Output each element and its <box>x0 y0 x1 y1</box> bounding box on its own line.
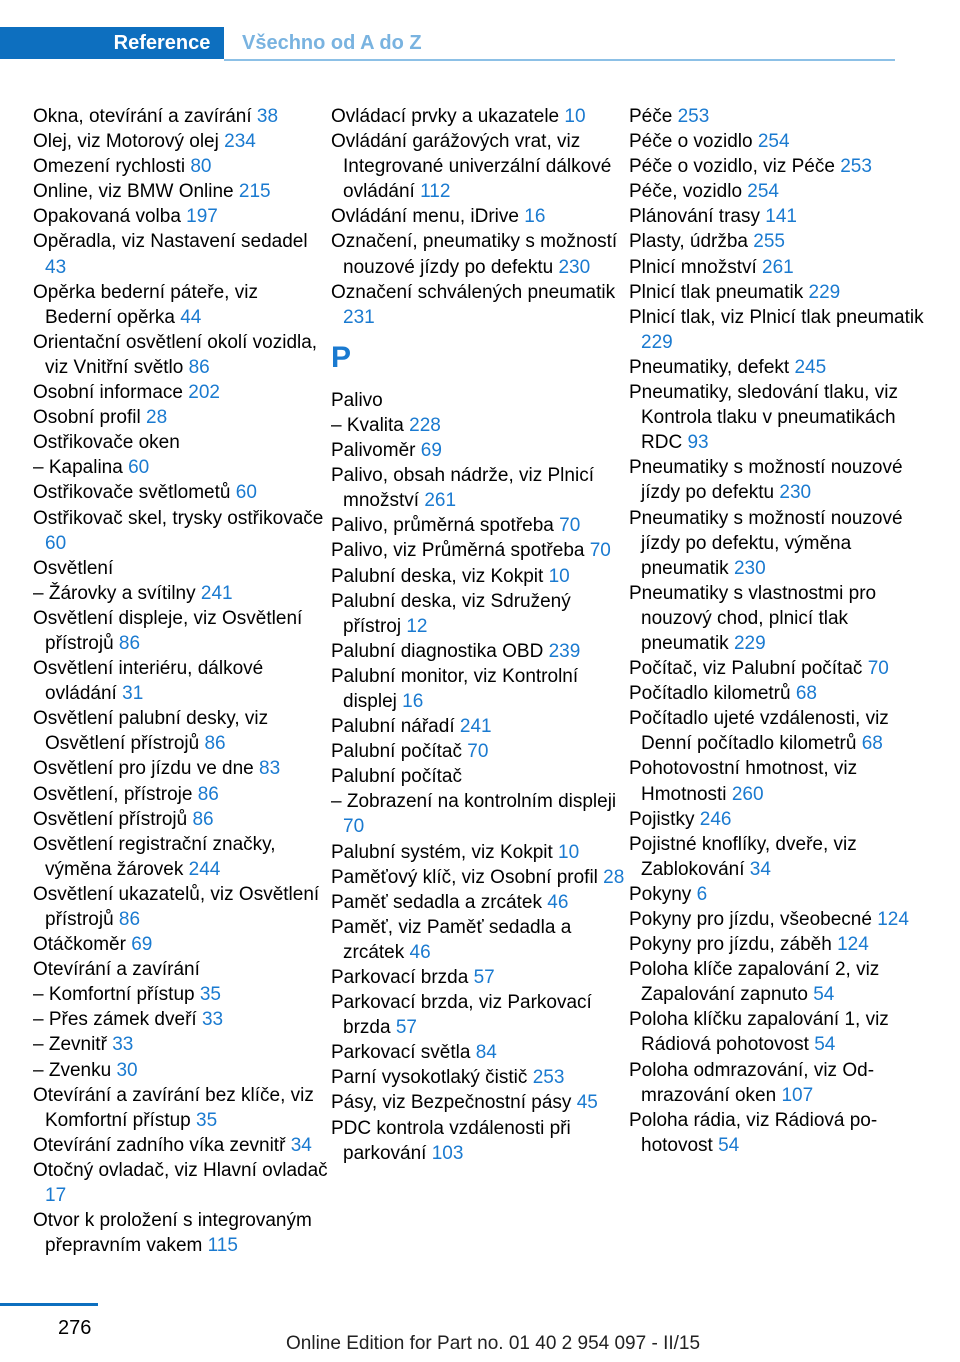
index-term: Parkovací světla <box>331 1042 471 1064</box>
index-term: Poloha odmrazování, viz Odmrazování oken <box>629 1059 875 1106</box>
page-reference-link[interactable]: 43 <box>45 256 67 278</box>
index-term: Ovládání menu, iDrive <box>331 206 519 228</box>
page-reference-link[interactable]: 57 <box>395 1017 417 1039</box>
index-term: – Zvenku <box>33 1059 112 1081</box>
page-reference-link[interactable]: 83 <box>259 758 281 780</box>
page-reference-link[interactable]: 228 <box>409 414 441 436</box>
index-term: Plnicí tlak pneumatik <box>629 281 804 303</box>
page-reference-link[interactable]: 34 <box>290 1134 312 1156</box>
page-reference-link[interactable]: 45 <box>576 1092 598 1114</box>
index-entry <box>33 606 329 656</box>
index-term: Ovládání garážových vrat, viz Integrované univerzální dálkové ovládání <box>331 131 612 203</box>
index-entry <box>629 581 925 656</box>
page-reference-link[interactable]: 86 <box>188 356 210 378</box>
page-reference-link[interactable]: 70 <box>467 741 489 763</box>
index-entry <box>331 764 627 789</box>
index-term: Paměť, viz Paměť sedadla a zrcátek <box>331 916 572 963</box>
page-reference-link[interactable]: 141 <box>765 206 797 228</box>
index-term: Poloha klíče zapalování 2, viz Zapalování zapnuto <box>629 959 880 1006</box>
page-reference-link[interactable]: 12 <box>406 615 428 637</box>
index-entry <box>629 104 925 129</box>
index-entry <box>33 204 329 229</box>
index-term: Opěrka bederní páteře, viz Bederní opěrka <box>33 281 258 328</box>
index-entry <box>331 564 627 589</box>
page-reference-link[interactable]: 69 <box>131 934 153 956</box>
index-entry <box>33 179 329 204</box>
index-entry <box>331 438 627 463</box>
index-term: Palubní počítač <box>331 766 462 788</box>
index-entry <box>629 932 925 957</box>
index-entry <box>33 380 329 405</box>
page-reference-link[interactable]: 16 <box>402 690 424 712</box>
page-reference-link[interactable]: 197 <box>186 206 218 228</box>
index-term: Ostřikovače světlometů <box>33 482 231 504</box>
index-subentry <box>33 982 329 1007</box>
page-reference-link[interactable]: 230 <box>779 482 812 504</box>
page-reference-link[interactable]: 261 <box>762 256 794 278</box>
index-term: Osobní informace <box>33 382 183 404</box>
page-reference-link[interactable]: 241 <box>459 716 492 738</box>
index-subentry <box>33 581 329 606</box>
index-entry <box>33 280 329 330</box>
index-term: Opakovaná volba <box>33 206 181 228</box>
index-entry <box>331 204 627 229</box>
page-reference-link[interactable]: 244 <box>188 858 221 880</box>
index-entry <box>331 538 627 563</box>
index-entry <box>629 807 925 832</box>
index-column-1 <box>33 104 329 1258</box>
page-reference-link[interactable]: 68 <box>795 683 817 705</box>
index-term: Označení schválených pneumatik <box>331 281 616 303</box>
page-reference-link[interactable]: 253 <box>677 106 710 127</box>
index-term: Otevírání zadního víka zevnitř <box>33 1134 286 1156</box>
page-reference-link[interactable]: 261 <box>424 490 457 512</box>
page-reference-link[interactable]: 60 <box>128 457 150 479</box>
page-reference-link[interactable]: 10 <box>564 106 586 127</box>
index-entry <box>331 890 627 915</box>
page-reference-link[interactable]: 112 <box>420 181 451 203</box>
index-entry <box>629 380 925 455</box>
index-subentry <box>33 1058 329 1083</box>
index-term: Ovládací prvky a ukazatele <box>331 106 560 127</box>
page-reference-link[interactable]: 70 <box>559 515 581 537</box>
index-entry <box>33 405 329 430</box>
index-entry <box>33 1133 329 1158</box>
page-reference-link[interactable]: 17 <box>45 1185 67 1207</box>
index-term: Osvětlení displeje, viz Osvětlení přístrojů <box>33 607 303 654</box>
page-reference-link[interactable]: 254 <box>747 181 779 203</box>
index-entry <box>33 229 329 279</box>
page-reference-link[interactable]: 38 <box>256 106 279 127</box>
index-entry <box>33 1083 329 1133</box>
page-reference-link[interactable]: 54 <box>814 1034 836 1056</box>
index-entry <box>33 706 329 756</box>
index-entry <box>331 1090 627 1115</box>
index-entry <box>331 664 627 714</box>
index-entry <box>33 1158 329 1208</box>
page-reference-link[interactable]: 86 <box>118 909 141 930</box>
page-reference-link[interactable]: 46 <box>547 891 569 913</box>
index-term: Osobní profil <box>33 407 141 429</box>
index-term: Péče, vozidlo <box>629 181 743 203</box>
index-term: Počítadlo ujeté vzdálenosti, viz Denní počítadlo kilometrů <box>629 708 889 755</box>
index-entry <box>331 639 627 664</box>
page-reference-link[interactable]: 70 <box>867 658 889 680</box>
page-reference-link[interactable]: 28 <box>146 407 168 429</box>
index-term: – Zevnitř <box>33 1034 107 1056</box>
index-term: Pojistky <box>629 808 695 830</box>
index-subentry <box>33 455 329 480</box>
index-term: Paměť sedadla a zrcátek <box>331 891 542 913</box>
index-entry <box>331 714 627 739</box>
page-reference-link[interactable]: 86 <box>192 808 214 830</box>
index-entry <box>331 589 627 639</box>
index-term: Otočný ovladač, viz Hlavní ovladač <box>33 1159 328 1181</box>
page-reference-link[interactable]: 80 <box>190 156 212 178</box>
page-reference-link[interactable]: 28 <box>603 866 625 888</box>
index-term: Palivoměr <box>331 440 416 462</box>
index-term: Palivo, průměrná spotřeba <box>331 515 554 537</box>
index-term: Ostřikovač skel, trysky ostřikovače <box>33 507 324 529</box>
page-reference-link[interactable]: 241 <box>200 582 233 604</box>
index-term: Palubní monitor, viz Kontrolní displej <box>331 665 579 712</box>
index-entry <box>331 1065 627 1090</box>
index-entry <box>331 1040 627 1065</box>
index-term: Plánování trasy <box>629 206 760 228</box>
index-entry <box>331 513 627 538</box>
index-entry <box>331 739 627 764</box>
index-subentry <box>33 1032 329 1057</box>
index-entry <box>331 915 627 965</box>
index-term: Ostřikovače oken <box>33 432 180 454</box>
tab-reference[interactable]: Reference <box>100 27 224 59</box>
page-reference-link[interactable]: 229 <box>641 331 673 353</box>
header-band <box>0 27 100 59</box>
index-entry <box>629 204 925 229</box>
page-reference-link[interactable]: 16 <box>524 206 546 228</box>
page-reference-link[interactable]: 70 <box>343 816 365 838</box>
page-reference-link[interactable]: 33 <box>112 1034 134 1056</box>
index-entry <box>629 1108 925 1158</box>
index-letter-heading: P <box>331 340 352 374</box>
index-term: Palivo <box>331 389 383 411</box>
page-reference-link[interactable]: 54 <box>718 1134 740 1156</box>
index-term: – Zobrazení na kontrolním displeji <box>331 791 617 813</box>
index-entry <box>33 430 329 455</box>
index-term: Pokyny pro jízdu, všeobecné <box>629 909 872 930</box>
index-term: Péče o vozidlo <box>629 131 753 153</box>
index-term: Pneumatiky s možností nouzové jízdy po defektu <box>629 457 903 504</box>
index-entry <box>331 865 627 890</box>
index-term: Palivo, viz Průměrná spotřeba <box>331 540 585 562</box>
index-term: Osvětlení pro jízdu ve dne <box>33 758 254 780</box>
page-reference-link[interactable]: 57 <box>473 967 495 988</box>
index-entry <box>629 907 925 932</box>
index-entry <box>629 355 925 380</box>
index-column-3 <box>629 104 925 1158</box>
page-reference-link[interactable]: 86 <box>204 733 226 755</box>
page-reference-link[interactable]: 253 <box>532 1067 565 1089</box>
page-reference-link[interactable]: 86 <box>118 632 141 654</box>
index-term: Pneumatiky s vlastnostmi pro nouzový chod, plnicí tlak pneumatik <box>629 582 877 654</box>
index-entry <box>629 154 925 179</box>
index-term: Poloha klíčku zapalování 1, viz Rádiová pohotovost <box>629 1009 889 1056</box>
index-entry <box>629 882 925 907</box>
index-term: Omezení rychlosti <box>33 156 186 178</box>
index-term: – Kapalina <box>33 457 123 479</box>
index-entry <box>33 556 329 581</box>
index-term: Palubní nářadí <box>331 716 455 738</box>
index-term: Plasty, údržba <box>629 231 748 253</box>
index-subentry <box>331 413 627 438</box>
page-reference-link[interactable]: 93 <box>687 432 709 454</box>
index-entry <box>33 154 329 179</box>
index-entry <box>33 330 329 380</box>
index-term: Počítadlo kilometrů <box>629 683 791 705</box>
index-entry <box>629 1058 925 1108</box>
index-term: Pneumatiky, defekt <box>629 356 790 378</box>
index-entry <box>629 756 925 806</box>
page-reference-link[interactable]: 253 <box>840 156 872 178</box>
index-entry <box>629 832 925 882</box>
page-reference-link[interactable]: 115 <box>207 1235 238 1257</box>
page-reference-link[interactable]: 60 <box>45 532 67 554</box>
index-entry <box>629 229 925 254</box>
page-reference-link[interactable]: 34 <box>749 858 771 880</box>
index-entry <box>331 388 627 413</box>
index-term: – Přes zámek dveří <box>33 1009 197 1031</box>
index-entry <box>331 280 627 330</box>
page-reference-link[interactable]: 124 <box>877 909 909 930</box>
page-reference-link[interactable]: 6 <box>696 883 708 905</box>
index-term: Parní vysokotlaký čistič <box>331 1067 528 1089</box>
index-entry <box>629 129 925 154</box>
index-term: Okna, otevírání a zavírání <box>33 106 252 127</box>
index-term: Pohotovostní hmotnost, viz Hmotnosti <box>629 758 858 805</box>
index-entry <box>33 480 329 505</box>
index-term: Parkovací brzda, viz Parkovací brzda <box>331 992 592 1039</box>
page-number: 276 <box>58 1317 92 1339</box>
index-term: Osvětlení interiéru, dálkové ovládání <box>33 658 264 705</box>
page-reference-link[interactable]: 124 <box>837 934 869 956</box>
tab-section-title[interactable]: Všechno od A do Z <box>242 32 422 54</box>
index-entry <box>331 965 627 990</box>
index-term: Otvor k proložení s integrovaným přepravním vakem <box>33 1210 312 1257</box>
index-term: Palubní deska, viz Sdružený přístroj <box>331 590 571 637</box>
index-term: Osvětlení přístrojů <box>33 808 188 830</box>
index-entry <box>331 229 627 279</box>
page-reference-link[interactable]: 260 <box>731 783 764 805</box>
index-term: Osvětlení registrační značky, výměna žárovek <box>33 833 276 880</box>
index-entry <box>33 807 329 832</box>
index-term: Počítač, viz Palubní počítač <box>629 658 863 680</box>
page-reference-link[interactable]: 30 <box>116 1059 138 1081</box>
index-entry <box>331 463 627 513</box>
index-term: Pásy, viz Bezpečnostní pásy <box>331 1092 572 1114</box>
index-entry <box>629 305 925 355</box>
index-entry <box>629 255 925 280</box>
index-entry <box>33 832 329 882</box>
index-term: Plnicí množství <box>629 256 757 278</box>
index-term: Opěradla, viz Nastavení sedadel <box>33 231 308 253</box>
page-reference-link[interactable]: 69 <box>420 440 442 462</box>
page-reference-link[interactable]: 215 <box>238 181 271 203</box>
page-reference-link[interactable]: 254 <box>757 131 790 153</box>
page-number-rule <box>0 1303 98 1306</box>
index-term: Pokyny <box>629 883 692 905</box>
index-entry <box>331 129 627 204</box>
index-term: Pokyny pro jízdu, záběh <box>629 934 832 956</box>
index-entry <box>331 1116 627 1166</box>
page-reference-link[interactable]: 60 <box>235 482 257 504</box>
index-subentry <box>33 1007 329 1032</box>
index-term: Otáčkoměr <box>33 934 126 956</box>
index-entry <box>331 840 627 865</box>
index-term: – Kvalita <box>331 414 404 436</box>
index-term: Parkovací brzda <box>331 967 469 988</box>
index-term: Péče o vozidlo, viz Péče <box>629 156 835 178</box>
page-reference-link[interactable]: 103 <box>431 1142 464 1164</box>
page-reference-link[interactable]: 230 <box>558 256 591 278</box>
page-reference-link[interactable]: 107 <box>781 1084 814 1106</box>
index-entry <box>331 104 627 129</box>
index-entry <box>33 1208 329 1258</box>
index-column-2 <box>331 104 627 1166</box>
index-entry <box>629 179 925 204</box>
index-entry <box>629 957 925 1007</box>
page-reference-link[interactable]: 31 <box>122 683 144 705</box>
index-entry <box>33 129 329 154</box>
index-entry <box>629 1007 925 1057</box>
index-entry <box>629 681 925 706</box>
index-term: PDC kontrola vzdálenosti při parkování <box>331 1117 571 1164</box>
index-term: Otevírání a zavírání <box>33 959 200 981</box>
page-reference-link[interactable]: 202 <box>188 382 220 404</box>
index-term: Otevírání a zavírání bez klíče, viz Komfortní přístup <box>33 1084 314 1131</box>
index-term: Palubní počítač <box>331 741 462 763</box>
index-entry <box>629 280 925 305</box>
page-reference-link[interactable]: 35 <box>199 984 221 1006</box>
page-reference-link[interactable]: 239 <box>548 640 581 662</box>
index-entry <box>33 957 329 982</box>
index-term: Palubní diagnostika OBD <box>331 640 544 662</box>
page-reference-link[interactable]: 234 <box>224 131 256 153</box>
header-rule <box>224 59 895 61</box>
index-term: Osvětlení ukazatelů, viz Osvětlení přístrojů <box>33 883 320 930</box>
footer-edition: Online Edition for Part no. 01 40 2 954 097 - II/15 <box>286 1333 701 1354</box>
index-entry <box>33 932 329 957</box>
index-term: Palivo, obsah nádrže, viz Plnicí množství <box>331 465 594 512</box>
page-reference-link[interactable]: 33 <box>201 1009 224 1031</box>
index-term: Plnicí tlak, viz Plnicí tlak pneumatik <box>629 306 924 328</box>
index-entry <box>33 782 329 807</box>
index-term: Označení, pneumatiky s možností nouzové jízdy po defektu <box>331 231 618 278</box>
index-term: Pojistné knoflíky, dveře, viz Zablokování <box>629 833 857 880</box>
index-entry <box>33 104 329 129</box>
index-term: Palubní deska, viz Kokpit <box>331 565 544 587</box>
page-reference-link[interactable]: 10 <box>558 841 580 863</box>
page-reference-link[interactable]: 229 <box>808 281 841 303</box>
index-subentry <box>331 789 627 839</box>
index-term: Palubní systém, viz Kokpit <box>331 841 553 863</box>
index-entry <box>629 506 925 581</box>
index-term: Pneumatiky s možností nouzové jízdy po defektu, výměna pneumatik <box>629 507 903 579</box>
page-reference-link[interactable]: 230 <box>733 557 766 579</box>
index-entry <box>629 455 925 505</box>
index-term: Pneumatiky, sledování tlaku, viz Kontrola tlaku v pneumatikách RDC <box>629 382 898 454</box>
page-reference-link[interactable]: 35 <box>196 1109 218 1131</box>
page-reference-link[interactable]: 84 <box>475 1042 497 1064</box>
index-term: Péče <box>629 106 673 127</box>
index-entry <box>629 656 925 681</box>
page-reference-link[interactable]: 54 <box>813 984 835 1006</box>
index-term: Poloha rádia, viz Rádiová pohotovost <box>629 1109 878 1156</box>
page-reference-link[interactable]: 255 <box>753 231 785 253</box>
index-entry <box>331 990 627 1040</box>
index-term: – Žárovky a svítilny <box>33 582 196 604</box>
index-entry <box>33 882 329 932</box>
index-entry <box>33 506 329 556</box>
page-reference-link[interactable]: 245 <box>794 356 827 378</box>
page-reference-link[interactable]: 231 <box>343 306 375 328</box>
page-reference-link[interactable]: 246 <box>699 808 732 830</box>
page-reference-link[interactable]: 68 <box>861 733 883 755</box>
index-term: Osvětlení, přístroje <box>33 783 193 805</box>
index-term: Osvětlení <box>33 557 114 579</box>
index-entry <box>33 656 329 706</box>
index-term: Olej, viz Motorový olej <box>33 131 219 153</box>
index-term: – Komfortní přístup <box>33 984 195 1006</box>
page-reference-link[interactable]: 10 <box>548 565 570 587</box>
index-term: Orientační osvětlení okolí vozidla, viz Vnitřní světlo <box>33 331 318 378</box>
page-reference-link[interactable]: 44 <box>180 306 202 328</box>
index-term: Online, viz BMW Online <box>33 181 234 203</box>
page-reference-link[interactable]: 229 <box>733 632 766 654</box>
index-entry <box>33 756 329 781</box>
page-reference-link[interactable]: 46 <box>409 941 431 963</box>
page-reference-link[interactable]: 86 <box>197 783 219 805</box>
page-reference-link[interactable]: 70 <box>589 540 611 562</box>
index-term: Osvětlení palubní desky, viz Osvětlení přístrojů <box>33 708 269 755</box>
index-entry <box>629 706 925 756</box>
index-term: Paměťový klíč, viz Osobní profil <box>331 866 598 888</box>
